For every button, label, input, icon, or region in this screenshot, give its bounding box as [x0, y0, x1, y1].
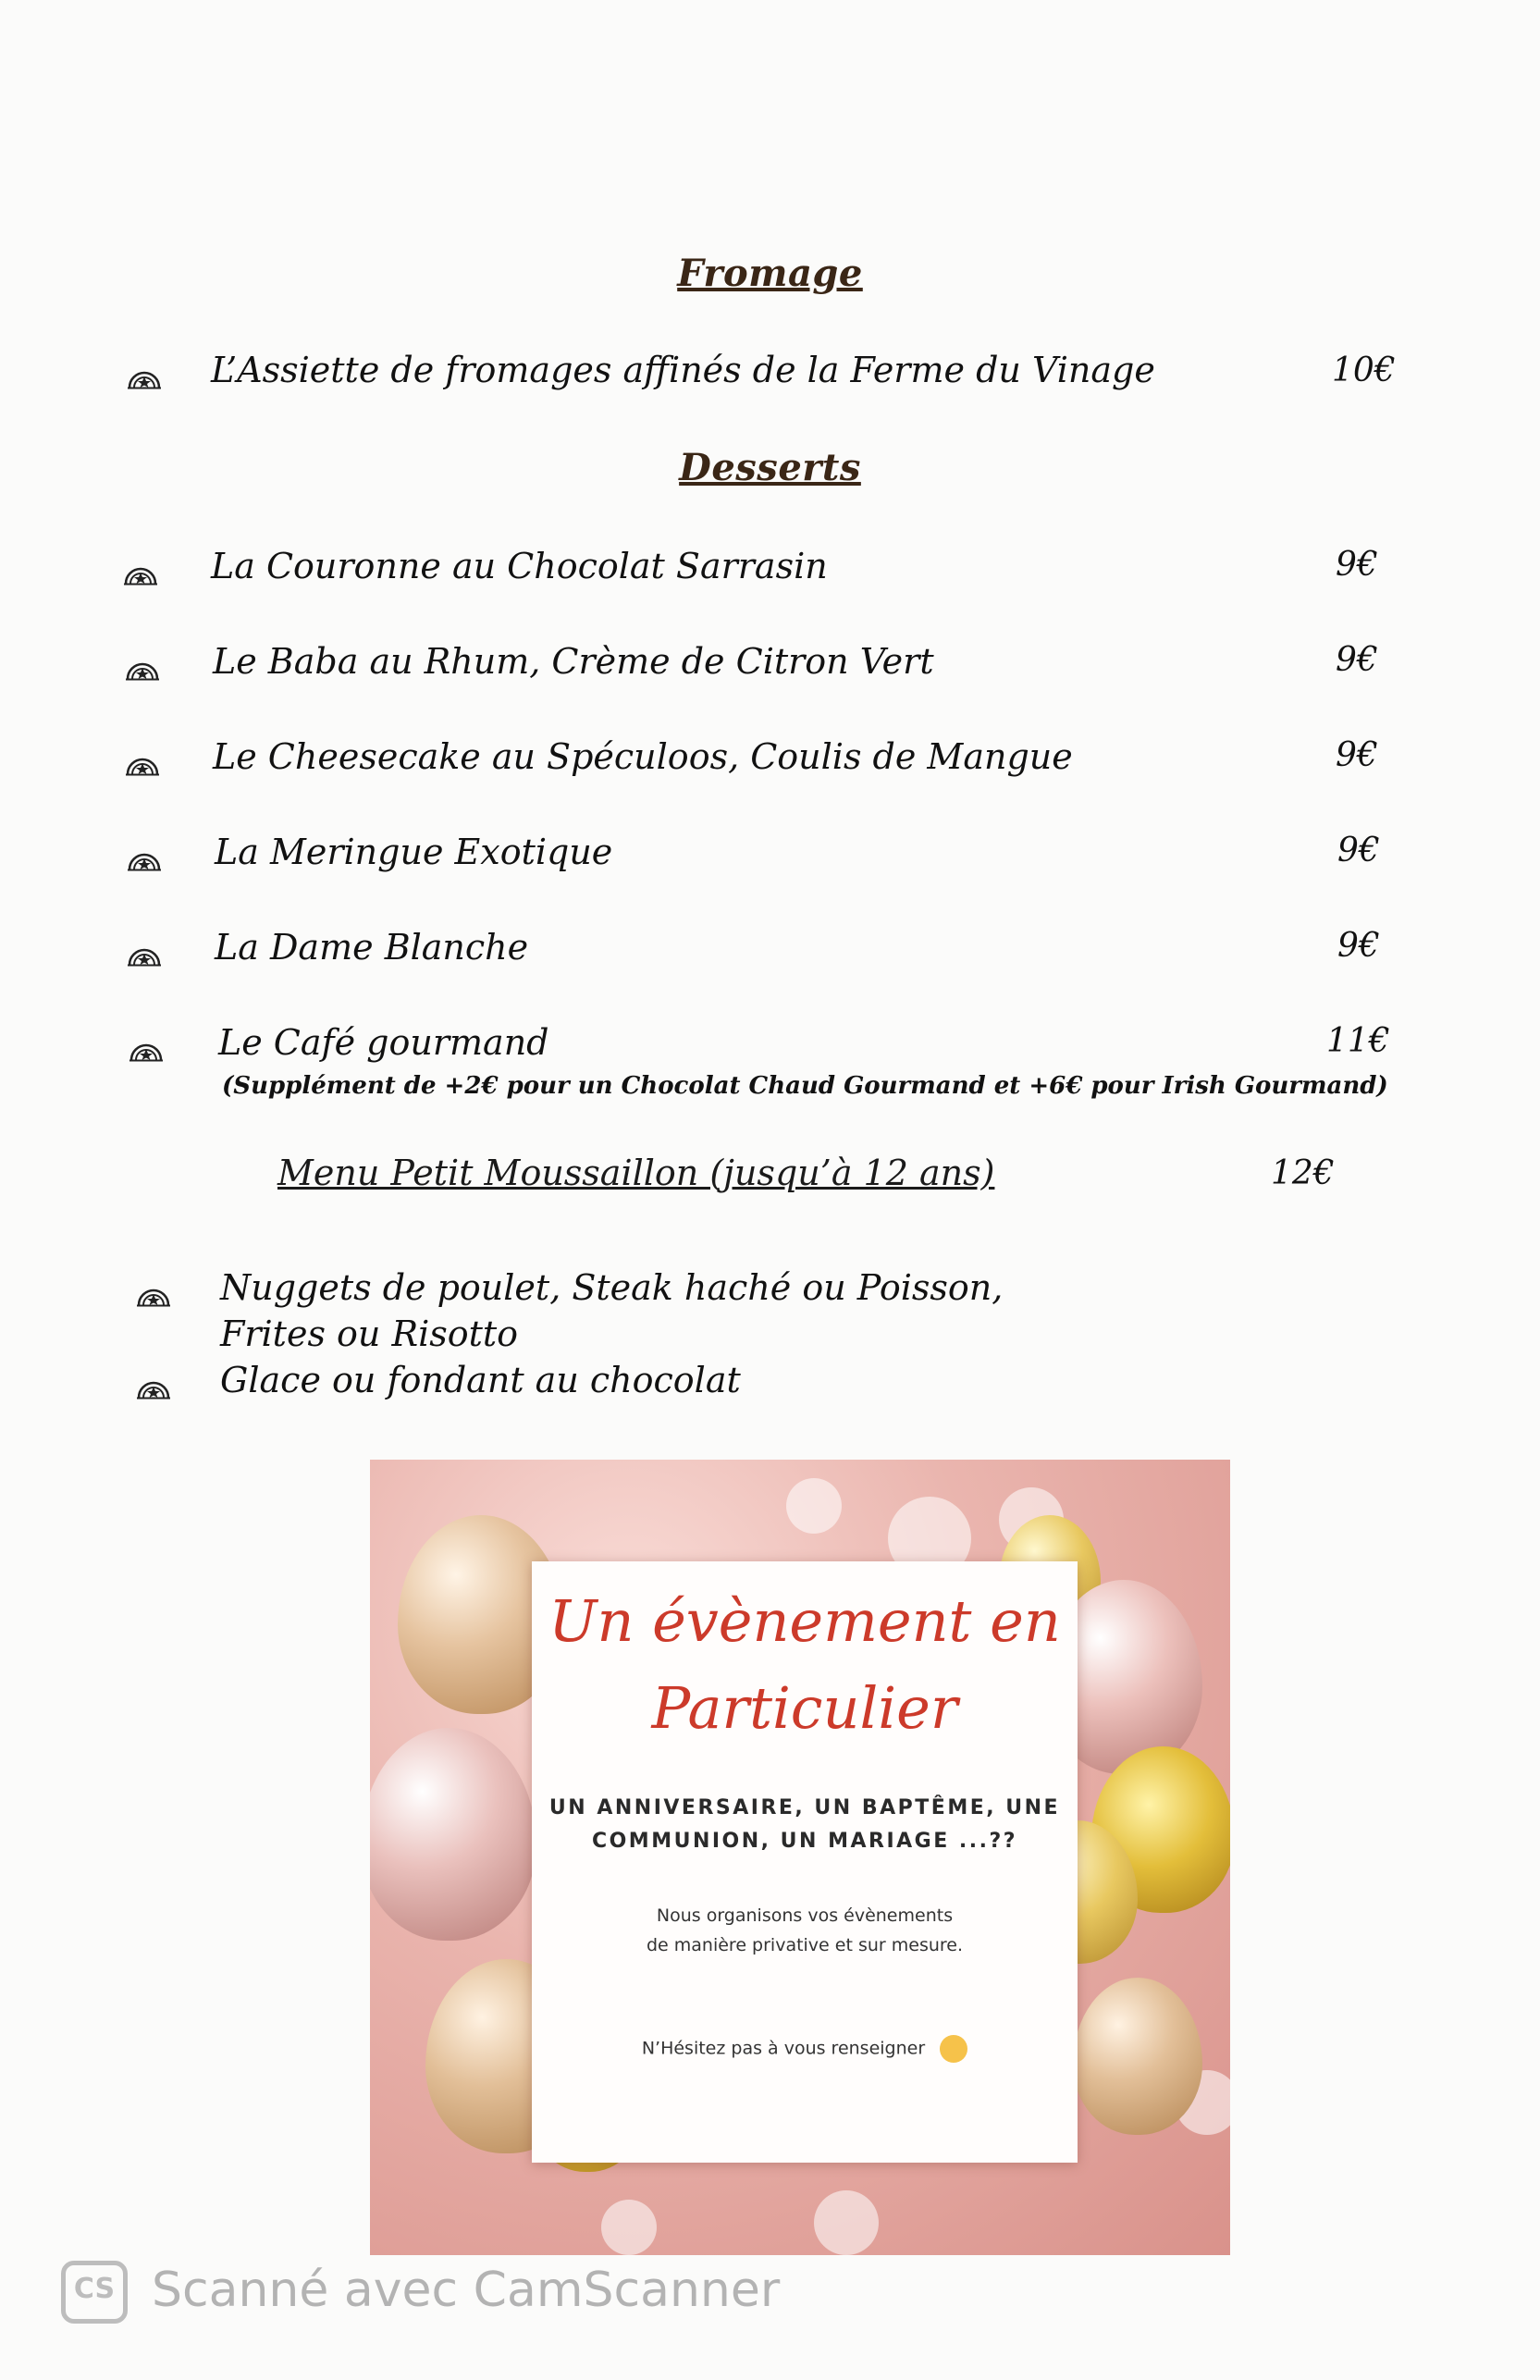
section-heading-fromage: Fromage — [677, 252, 863, 295]
kids-item-line: Frites ou Risotto — [220, 1313, 519, 1354]
promo-title-line1: Un évènement en — [548, 1587, 1061, 1655]
promo-cta-text: N’Hésitez pas à vous renseigner — [641, 2038, 926, 2059]
item-name: Le Café gourmand — [218, 1022, 549, 1063]
smiley-icon — [940, 2035, 967, 2063]
balloon-gold — [1073, 1978, 1202, 2135]
menu-item — [0, 832, 1540, 887]
ship-wheel-icon — [124, 752, 161, 776]
event-promo-card — [370, 1460, 1230, 2255]
menu-item — [0, 1022, 1540, 1115]
item-name: Le Cheesecake au Spéculoos, Coulis de Mangue — [213, 736, 1073, 777]
item-name: La Meringue Exotique — [215, 832, 613, 872]
balloon-pink — [370, 1728, 536, 1941]
item-price: 11€ — [1326, 1022, 1390, 1060]
promo-text-line2: de manière privative et sur mesure. — [646, 1935, 964, 1955]
ship-wheel-icon — [122, 561, 159, 586]
promo-paper — [532, 1561, 1078, 2163]
camscanner-logo: CS — [61, 2261, 128, 2324]
ship-wheel-icon — [124, 657, 161, 681]
item-price: 9€ — [1336, 736, 1378, 774]
menu-item — [0, 641, 1540, 697]
promo-title-line2: Particulier — [651, 1674, 958, 1742]
ship-wheel-icon — [126, 847, 163, 871]
menu-item — [0, 736, 1540, 792]
ship-wheel-icon — [128, 1038, 165, 1062]
kids-menu-item — [0, 1360, 1540, 1415]
item-price: 9€ — [1336, 641, 1378, 679]
item-note: (Supplément de +2€ pour un Chocolat Chaud Gourmand et +6€ pour Irish Gourmand) — [222, 1072, 1388, 1100]
kids-menu-price: 12€ — [1271, 1154, 1335, 1192]
item-price: 9€ — [1337, 832, 1380, 869]
item-price: 9€ — [1336, 546, 1378, 584]
kids-menu-item — [0, 1267, 1540, 1369]
item-price: 9€ — [1337, 927, 1380, 965]
bokeh-light — [601, 2200, 657, 2255]
menu-item — [0, 350, 1540, 405]
item-price: 10€ — [1332, 351, 1396, 389]
bokeh-light — [814, 2190, 879, 2255]
item-name: La Dame Blanche — [215, 927, 529, 968]
camscanner-label: Scanné avec CamScanner — [152, 2263, 781, 2318]
ship-wheel-icon — [126, 943, 163, 967]
section-heading-desserts: Desserts — [679, 446, 861, 489]
promo-cta — [532, 2035, 1078, 2063]
kids-item-line: Nuggets de poulet, Steak haché ou Poisson, — [220, 1267, 1004, 1308]
item-name: La Couronne au Chocolat Sarrasin — [211, 546, 828, 586]
ship-wheel-icon — [135, 1283, 172, 1307]
promo-occasions-line2: COMMUNION, UN MARIAGE ...?? — [591, 1830, 1018, 1853]
menu-item — [0, 927, 1540, 982]
item-name: L’Assiette de fromages affinés de la Ferme du Vinage — [211, 350, 1155, 390]
kids-item-line: Glace ou fondant au chocolat — [220, 1360, 741, 1400]
kids-menu-title: Menu Petit Moussaillon (jusqu’à 12 ans) — [277, 1153, 995, 1193]
menu-item — [0, 546, 1540, 601]
ship-wheel-icon — [126, 365, 163, 389]
promo-text-line1: Nous organisons vos évènements — [656, 1905, 954, 1926]
item-name: Le Baba au Rhum, Crème de Citron Vert — [213, 641, 934, 682]
ship-wheel-icon — [135, 1375, 172, 1400]
bokeh-light — [786, 1478, 842, 1534]
promo-occasions-line1: UN ANNIVERSAIRE, UN BAPTÊME, UNE — [548, 1796, 1061, 1819]
